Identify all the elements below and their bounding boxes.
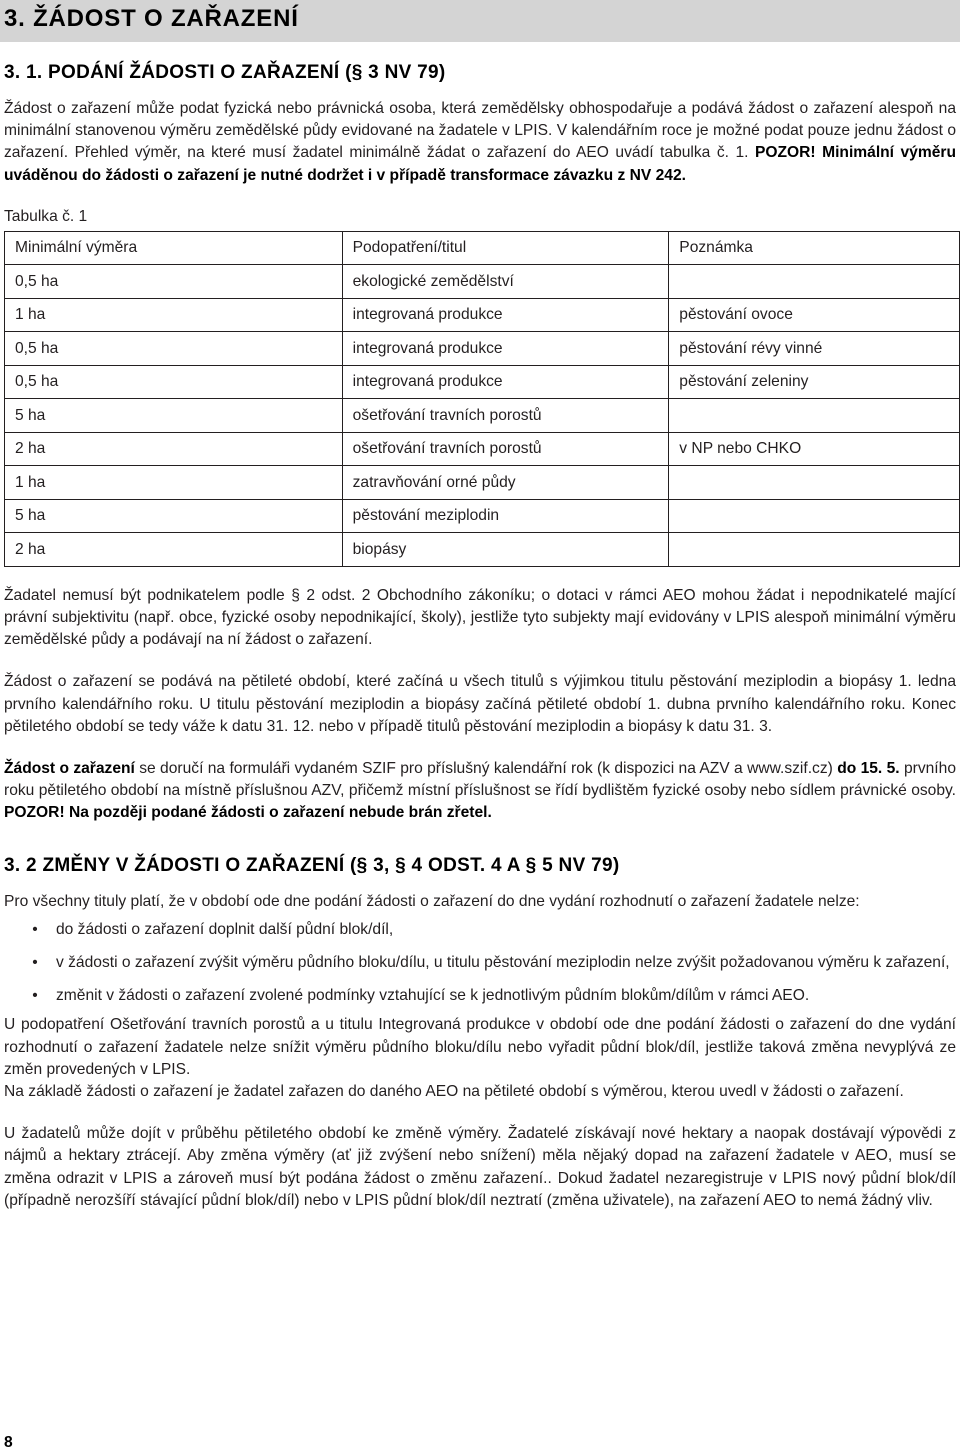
paragraph-text: Žádost o zařazení může podat fyzická nebo právnická osoba, která zemědělsky obhospodařuje a podává žádost o zařazení alespoň na minimální stanovenou výměru zemědělské půdy evidované na žadatele v LPIS. V kalendářním roce je možné podat pouze jednu žádost o zařazení. Přehled výměr, na které musí žadatel minimálně žádat o zařazení do AEO uvádí tabulka č. 1. (4, 100, 956, 162)
bullet-icon: • (32, 954, 38, 972)
table-row (5, 298, 960, 332)
table-cell: pěstování meziplodin (342, 499, 669, 533)
minimum-area-table (4, 231, 960, 567)
paragraph-enrolment-basis: Na základě žádosti o zařazení je žadatel zařazen do daného AEO na pětileté období s výměrou, kterou uvedl v žádosti o zařazení. (4, 1083, 904, 1101)
list-item-text: v žádosti o zařazení zvýšit výměru půdního bloku/dílu, u titulu pěstování meziplodin nelze zvýšit požadovanou výměru k zařazení, (56, 954, 950, 972)
table-cell: pěstování révy vinné (669, 332, 960, 366)
table-cell: ošetřování travních porostů (342, 399, 669, 433)
table-cell: zatravňování orné půdy (342, 466, 669, 500)
table-cell: integrovaná produkce (342, 332, 669, 366)
paragraph-text: se doručí na formuláři vydaném SZIF pro příslušný kalendářní rok (k dispozici na AZV a www.szif.cz) (134, 760, 838, 778)
paragraph-eligibility (4, 98, 956, 187)
list-item-text: do žádosti o zařazení doplnit další půdní blok/díl, (56, 920, 394, 938)
table-cell: integrovaná produkce (342, 365, 669, 399)
table-cell: pěstování ovoce (669, 298, 960, 332)
deadline-date: do 15. 5. (837, 760, 900, 778)
table-cell: ošetřování travních porostů (342, 432, 669, 466)
table-cell (669, 499, 960, 533)
table-row (5, 399, 960, 433)
table-cell: v NP nebo CHKO (669, 432, 960, 466)
paragraph-grassland-restriction: U podopatření Ošetřování travních porostů a u titulu Integrovaná produkce v období ode dne podání žádosti o zařazení do dne vydání rozhodnutí o zařazení žadatele nelze snížit výměru půdního bloku/dílu nebo vyřadit půdní blok/díl, jestliže taková změna nevyplývá ze změn provedených v LPIS. (4, 1016, 956, 1078)
table-cell: integrovaná produkce (342, 298, 669, 332)
list-item (32, 919, 956, 941)
table-header-cell: Podopatření/titul (342, 231, 669, 265)
table-cell: 0,5 ha (5, 365, 343, 399)
section-heading-3-1: 3. 1. PODÁNÍ ŽÁDOSTI O ZAŘAZENÍ (§ 3 NV 79) (4, 62, 446, 83)
chapter-title: 3. ŽÁDOST O ZAŘAZENÍ (4, 5, 299, 32)
table-cell: 0,5 ha (5, 265, 343, 299)
table-cell (669, 399, 960, 433)
bullet-icon: • (32, 987, 38, 1005)
paragraph-deadline (4, 758, 956, 825)
section-heading-3-2: 3. 2 ZMĚNY V ŽÁDOSTI O ZAŘAZENÍ (§ 3, § 4 ODST. 4 A § 5 NV 79) (4, 854, 620, 876)
table-header-cell: Minimální výměra (5, 231, 343, 265)
table-row (5, 499, 960, 533)
table-cell (669, 466, 960, 500)
page-number: 8 (4, 1434, 13, 1451)
list-item-text: změnit v žádosti o zařazení zvolené podmínky vztahující se k jednotlivým půdním blokům/dílům v rámci AEO. (56, 987, 810, 1005)
paragraph-area-changes: U žadatelů může dojít v průběhu pětiletého období ke změně výměry. Žadatelé získávají nové hektary a naopak dostávají výpovědi z nájmů a hektary ztrácejí. Aby změna výměry (ať již zvýšení nebo snížení) měla nějaký dopad na zařazení žadatele v AEO, musí se změna odrazit v LPIS a zároveň musí být podána žádost o změnu zařazení.. Dokud žadatel nezaregistruje v LPIS nový půdní blok/díl (případně nerozšíří stávající půdní blok/díl) nebo v LPIS půdní blok/díl neztratí (změna uživatele), na zařazení AEO to nemá žádný vliv. (4, 1125, 956, 1209)
chapter-title-bar (0, 0, 960, 42)
table-row (5, 533, 960, 567)
table-cell: 5 ha (5, 399, 343, 433)
table-row (5, 432, 960, 466)
paragraph-text: prvního roku pětiletého období na místně příslušnou AZV, přičemž místní příslušnost se řídí bydlištěm fyzické osoby nebo sídlem právnické osoby. (4, 760, 956, 800)
paragraph-five-year-period: Žádost o zařazení se podává na pětileté období, které začíná u všech titulů s výjimkou titulu pěstování meziplodin a biopásy 1. ledna prvního kalendářního roku. U titulu pěstování meziplodin a biopásy začíná pětileté období 1. dubna prvního kalendářního roku. Konec pětiletého období se tedy váže k datu 31. 12. nebo v případě titulů pěstování meziplodin a biopásy k datu 31. 3. (4, 673, 956, 735)
list-item (32, 985, 956, 1007)
paragraph-changes-intro: Pro všechny tituly platí, že v období ode dne podání žádosti o zařazení do dne vydání rozhodnutí o zařazení žadatele nelze: (4, 892, 860, 910)
page-content (4, 62, 956, 1232)
table-cell: pěstování zeleniny (669, 365, 960, 399)
table-header-cell: Poznámka (669, 231, 960, 265)
bold-text: Žádost o zařazení (4, 760, 135, 778)
table-cell: ekologické zemědělství (342, 265, 669, 299)
table-row (5, 365, 960, 399)
table-caption: Tabulka č. 1 (4, 207, 88, 225)
table-cell: 5 ha (5, 499, 343, 533)
list-item (32, 952, 956, 974)
table-row (5, 265, 960, 299)
table-header-row (5, 231, 960, 265)
table-cell: biopásy (342, 533, 669, 567)
table-cell: 1 ha (5, 298, 343, 332)
table-cell (669, 533, 960, 567)
table-row (5, 332, 960, 366)
warning-text: POZOR! Minimální výměru uváděnou do žádosti o zařazení je nutné dodržet i v případě transformace závazku z NV 242. (4, 144, 956, 184)
table-cell: 2 ha (5, 432, 343, 466)
table-row (5, 466, 960, 500)
paragraph-non-entrepreneurs: Žadatel nemusí být podnikatelem podle § 2 odst. 2 Obchodního zákoníku; o dotaci v rámci AEO mohou žádat i nepodnikatelé mající právní subjektivitu (např. obce, fyzické osoby nepodnikající, školy), jestliže tyto subjekty mají evidovány v LPIS alespoň minimální výměru zemědělské půdy a podávají na ní žádost o zařazení. (4, 586, 956, 649)
table-cell: 0,5 ha (5, 332, 343, 366)
bullet-icon: • (32, 920, 38, 938)
table-cell (669, 265, 960, 299)
restrictions-list (4, 919, 956, 1008)
table-cell: 2 ha (5, 533, 343, 567)
table-cell: 1 ha (5, 466, 343, 500)
warning-text: POZOR! Na později podané žádosti o zařazení nebude brán zřetel. (4, 804, 492, 822)
